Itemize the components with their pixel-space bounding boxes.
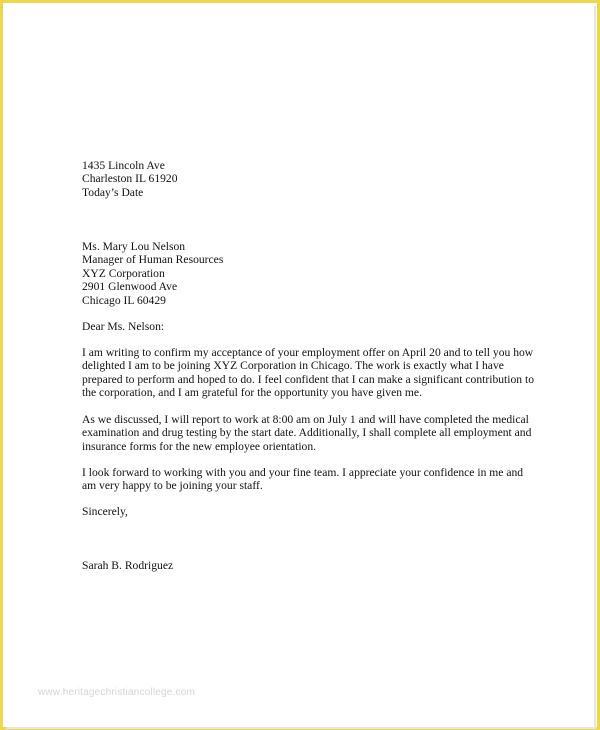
paragraph-line: the corporation, and I am grateful for the opportunity you have given me.: [82, 386, 422, 400]
sender-address-line: Charleston IL 61920: [82, 172, 178, 186]
sender-address-line: 1435 Lincoln Ave: [82, 159, 165, 172]
paragraph-line: prepared to perform and hoped to do. I feel confident that I can make a significant contribution to: [82, 372, 534, 386]
sender-date: Today’s Date: [82, 185, 144, 199]
closing: Sincerely,: [82, 505, 128, 518]
watermark: www.heritagechristiancollege.com: [38, 687, 196, 698]
paragraph-line: examination and drug testing by the start date. Additionally, I shall complete all employment and: [82, 426, 532, 440]
paragraph-line: I am writing to confirm my acceptance of your employment offer on April 20 and to tell you how: [82, 346, 534, 359]
body-paragraph-2: [82, 413, 531, 453]
recipient-address: [82, 240, 223, 307]
recipient-city: Chicago IL 60429: [82, 293, 166, 307]
paragraph-line: insurance forms for the new employee orientation.: [82, 439, 317, 453]
recipient-name: Ms. Mary Lou Nelson: [82, 240, 186, 253]
letter-page: [6, 6, 596, 729]
sender-address: [82, 159, 178, 199]
body-paragraph-3: [82, 466, 523, 493]
paragraph-line: delighted I am to be joining XYZ Corporation in Chicago. The work is exactly what I have: [82, 359, 504, 373]
paragraph-line: am very happy to be joining your staff.: [82, 479, 263, 493]
paragraph-line: As we discussed, I will report to work at 8:00 am on July 1 and will have completed the medical: [82, 413, 529, 426]
paragraph-line: I look forward to working with you and your fine team. I appreciate your confidence in me and: [82, 466, 524, 479]
salutation: Dear Ms. Nelson:: [82, 320, 165, 333]
signature-name: Sarah B. Rodriguez: [82, 559, 174, 572]
body-paragraph-1: [82, 346, 534, 400]
recipient-title: Manager of Human Resources: [82, 253, 224, 267]
recipient-company: XYZ Corporation: [82, 266, 165, 280]
recipient-street: 2901 Glenwood Ave: [82, 280, 178, 294]
